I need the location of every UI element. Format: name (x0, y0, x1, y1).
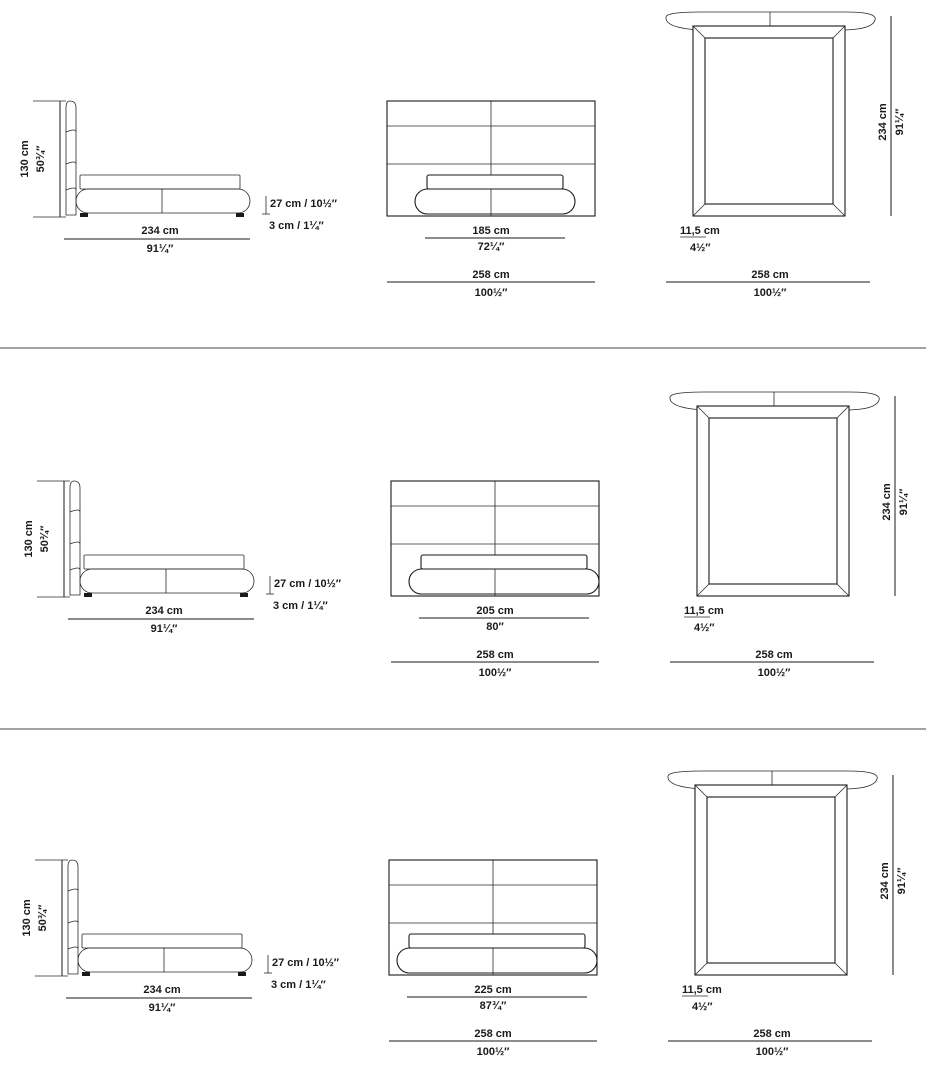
depth-in-label: 91¼″ (894, 108, 906, 136)
inner-width-in-label: 87¾″ (479, 1000, 507, 1012)
base-height-label: 27 cm / 10½″ (272, 957, 340, 969)
depth-in-label: 91¼″ (898, 488, 910, 516)
foot-front (84, 593, 92, 597)
headboard-seams (70, 510, 80, 570)
bed-variant-row (19, 12, 906, 299)
inner-width-cm-label: 205 cm (476, 605, 514, 617)
inner-width-in-label: 72¼″ (477, 241, 505, 253)
height-cm-label: 130 cm (19, 140, 31, 178)
length-cm-label: 234 cm (143, 984, 181, 996)
length-in-label: 91¼″ (150, 623, 178, 635)
headboard-seams (66, 130, 76, 190)
front-view (389, 860, 597, 1058)
mattress-front (427, 175, 563, 189)
inner-width-cm-label: 225 cm (474, 984, 512, 996)
outer-width-in-label: 100½″ (474, 287, 508, 299)
top-width-cm-label: 258 cm (753, 1028, 791, 1040)
bed-variant-row (23, 392, 910, 679)
bed-base-outline (76, 189, 250, 213)
side-view (19, 101, 338, 255)
front-view (391, 481, 599, 679)
top-width-in-label: 100½″ (753, 287, 787, 299)
headboard-outline (66, 101, 76, 215)
depth-cm-label: 234 cm (877, 103, 889, 141)
length-in-label: 91¼″ (146, 243, 174, 255)
frame-inner (709, 418, 837, 584)
top-view (666, 12, 906, 299)
headboard-outline (70, 481, 80, 595)
top-width-cm-label: 258 cm (751, 269, 789, 281)
base-height-label: 27 cm / 10½″ (270, 198, 338, 210)
foot-back (238, 972, 246, 976)
frame-thickness-in-label: 4½″ (690, 242, 711, 254)
frame-thickness-cm-label: 11,5 cm (682, 984, 722, 996)
mattress-outline (82, 934, 242, 948)
mattress-front (409, 934, 585, 948)
foot-front (82, 972, 90, 976)
feet-height-label: 3 cm / 1¼″ (269, 220, 324, 232)
outer-width-cm-label: 258 cm (472, 269, 510, 281)
mattress-outline (80, 175, 240, 189)
outer-width-in-label: 100½″ (478, 667, 512, 679)
top-width-in-label: 100½″ (757, 667, 791, 679)
foot-back (240, 593, 248, 597)
headboard-seams (68, 889, 78, 949)
mattress-outline (84, 555, 244, 569)
length-cm-label: 234 cm (145, 605, 183, 617)
foot-front (80, 213, 88, 217)
height-in-label: 50¾″ (35, 145, 47, 173)
frame-thickness-in-label: 4½″ (694, 622, 715, 634)
height-in-label: 50¾″ (39, 525, 51, 553)
side-view (21, 860, 340, 1014)
depth-cm-label: 234 cm (881, 483, 893, 521)
outer-width-cm-label: 258 cm (474, 1028, 512, 1040)
frame-thickness-in-label: 4½″ (692, 1001, 713, 1013)
top-view (670, 392, 910, 679)
headboard-outline (68, 860, 78, 974)
inner-width-cm-label: 185 cm (472, 225, 510, 237)
length-cm-label: 234 cm (141, 225, 179, 237)
base-front (415, 189, 575, 214)
top-width-in-label: 100½″ (755, 1046, 789, 1058)
mattress-front (421, 555, 587, 569)
depth-in-label: 91¼″ (896, 867, 908, 895)
height-in-label: 50¾″ (37, 904, 49, 932)
base-height-label: 27 cm / 10½″ (274, 578, 342, 590)
front-view (387, 101, 595, 299)
top-view (668, 771, 908, 1058)
top-width-cm-label: 258 cm (755, 649, 793, 661)
foot-back (236, 213, 244, 217)
bed-base-outline (78, 948, 252, 972)
feet-height-label: 3 cm / 1¼″ (273, 600, 328, 612)
feet-height-label: 3 cm / 1¼″ (271, 979, 326, 991)
height-cm-label: 130 cm (23, 520, 35, 558)
inner-width-in-label: 80″ (486, 621, 504, 633)
frame-thickness-cm-label: 11,5 cm (680, 225, 720, 237)
frame-thickness-cm-label: 11,5 cm (684, 605, 724, 617)
base-front (409, 569, 599, 594)
base-front (397, 948, 597, 973)
outer-width-cm-label: 258 cm (476, 649, 514, 661)
outer-width-in-label: 100½″ (476, 1046, 510, 1058)
bed-variant-row (21, 771, 908, 1058)
frame-inner (707, 797, 835, 963)
frame-inner (705, 38, 833, 204)
side-view (23, 481, 342, 635)
length-in-label: 91¼″ (148, 1002, 176, 1014)
bed-base-outline (80, 569, 254, 593)
depth-cm-label: 234 cm (879, 862, 891, 900)
height-cm-label: 130 cm (21, 899, 33, 937)
